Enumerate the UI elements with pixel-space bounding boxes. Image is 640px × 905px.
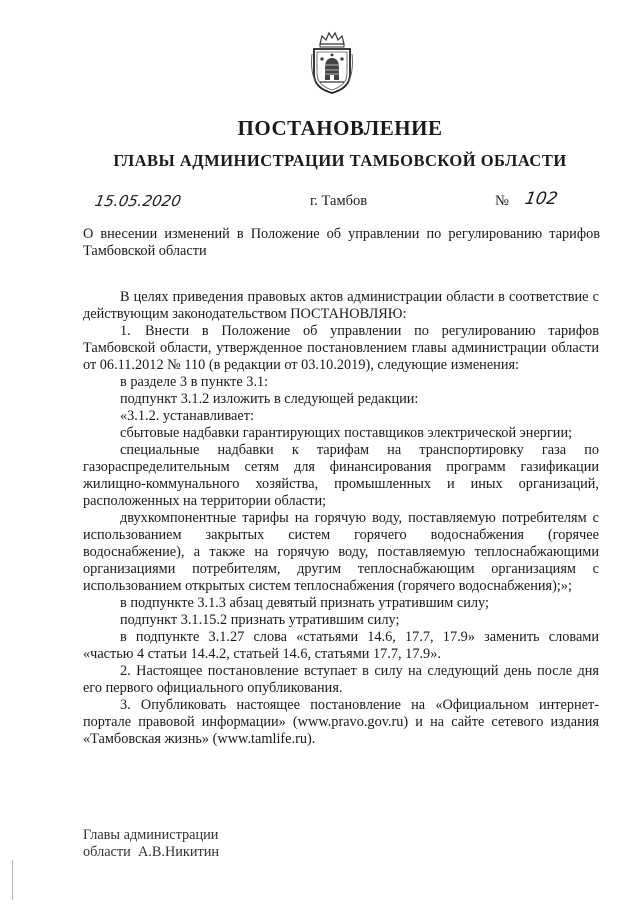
signature-line: Главы администрации	[83, 827, 219, 843]
paragraph: «3.1.2. устанавливает:	[120, 408, 254, 424]
document-body	[83, 289, 599, 748]
paragraph: 1. Внести в Положение об управлении по регулированию тарифов Тамбовской области, утвержденное постановлением главы администрации области от 06.11.2012 № 110 (в редакции от 03.10.2019), следующие изменения:	[83, 323, 599, 373]
paragraph: В целях приведения правовых актов администрации области в соответствие с действующим законодательством ПОСТАНОВЛЯЮ:	[83, 289, 599, 322]
signature-block	[83, 827, 219, 861]
signature-line: области А.В.Никитин	[83, 844, 220, 860]
document-number: 102	[523, 189, 560, 209]
paragraph: двухкомпонентные тарифы на горячую воду, поставляемую потребителям с использованием закрытых систем горячего водоснабжения (горячее водоснабжение), а также на горячую воду, поставляемую теплоснабжающими организациями потребителям, другим теплоснабжающим организациям с использованием открытых систем теплоснабжения (горячего водоснабжения);»;	[83, 510, 599, 594]
coat-of-arms-icon	[308, 30, 356, 96]
paragraph: сбытовые надбавки гарантирующих поставщиков электрической энергии;	[120, 425, 573, 441]
paragraph: 3. Опубликовать настоящее постановление на «Официальном интернет-портале правовой информации» (www.pravo.gov.ru) и на сайте сетевого издания «Тамбовская жизнь» (www.tamlife.ru).	[83, 697, 599, 747]
paragraph: подпункт 3.1.15.2 признать утратившим силу;	[120, 612, 400, 628]
document-title: ПОСТАНОВЛЕНИЕ	[237, 116, 443, 140]
document-number-label: №	[495, 193, 509, 209]
paragraph: в подпункте 3.1.27 слова «статьями 14.6, 17.7, 17.9» заменить словами «частью 4 статьи 14.4.2, статьей 14.6, статьями 17.7, 17.9».	[83, 629, 599, 662]
document-date: 15.05.2020	[93, 192, 183, 210]
document-city: г. Тамбов	[310, 193, 368, 209]
document-subject: О внесении изменений в Положение об управлении по регулированию тарифов Тамбовской области	[83, 226, 600, 259]
scan-margin-mark	[12, 860, 13, 900]
paragraph: подпункт 3.1.2 изложить в следующей редакции:	[120, 391, 419, 407]
paragraph: 2. Настоящее постановление вступает в силу на следующий день после дня его первого официального опубликования.	[83, 663, 599, 696]
paragraph: в разделе 3 в пункте 3.1:	[120, 374, 269, 390]
paragraph: в подпункте 3.1.3 абзац девятый признать утратившим силу;	[120, 595, 489, 611]
paragraph: специальные надбавки к тарифам на транспортировку газа по газораспределительным сетям для финансирования программ газификации жилищно-коммунального хозяйства, промышленных и иных организаций, расположенных на территории области;	[83, 442, 599, 509]
document-subtitle: ГЛАВЫ АДМИНИСТРАЦИИ ТАМБОВСКОЙ ОБЛАСТИ	[113, 151, 567, 170]
